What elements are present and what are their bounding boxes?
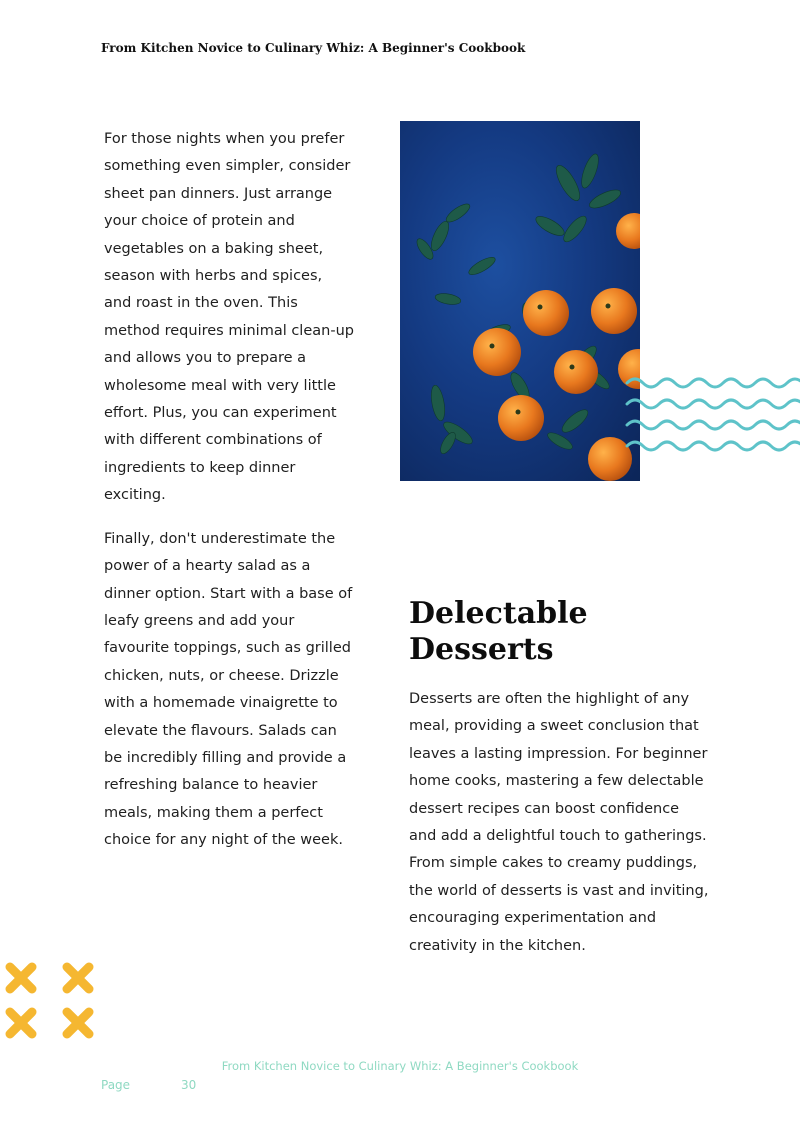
page-number: 30 [181, 1078, 197, 1092]
running-header: From Kitchen Novice to Culinary Whiz: A Beginner's Cookbook [101, 41, 526, 55]
x-marks-decoration [0, 958, 100, 1042]
section-title: Delectable Desserts [409, 596, 588, 667]
right-column [409, 686, 709, 960]
paragraph-desserts: Desserts are often the highlight of any meal, providing a sweet conclusion that leaves a lasting impression. For beginner home cooks, mastering a few delectable dessert recipes can boost confidence and add a delightful touch to gatherings. From simple cakes to creamy puddings, the world of desserts is vast and inviting, encouraging experimentation and creativity in the kitchen. [409, 691, 709, 954]
oranges-photo [400, 121, 640, 481]
left-column [104, 126, 354, 871]
paragraph-salad: Finally, don't underestimate the power of a hearty salad as a dinner option. Start with a base of leafy greens and add your favourite toppings, such as grilled chicken, nuts, or cheese. Drizzle with a homemade vinaigrette to elevate the flavours. Salads can be incredibly filling and provide a refreshing balance to heavier meals, making them a perfect choice for any night of the week. [104, 530, 353, 849]
page-label: Page [101, 1078, 131, 1092]
oranges-illustration [400, 121, 640, 481]
wave-decoration [625, 372, 800, 456]
footer-title: From Kitchen Novice to Culinary Whiz: A Beginner's Cookbook [221, 1059, 579, 1073]
paragraph-sheet-pan: For those nights when you prefer something even simpler, consider sheet pan dinners. Just arrange your choice of protein and vegetables on a baking sheet, season with herbs and spices, and roast in the oven. This method requires minimal clean-up and allows you to prepare a wholesome meal with very little effort. Plus, you can experiment with different combinations of ingredients to keep dinner exciting. [104, 131, 354, 504]
